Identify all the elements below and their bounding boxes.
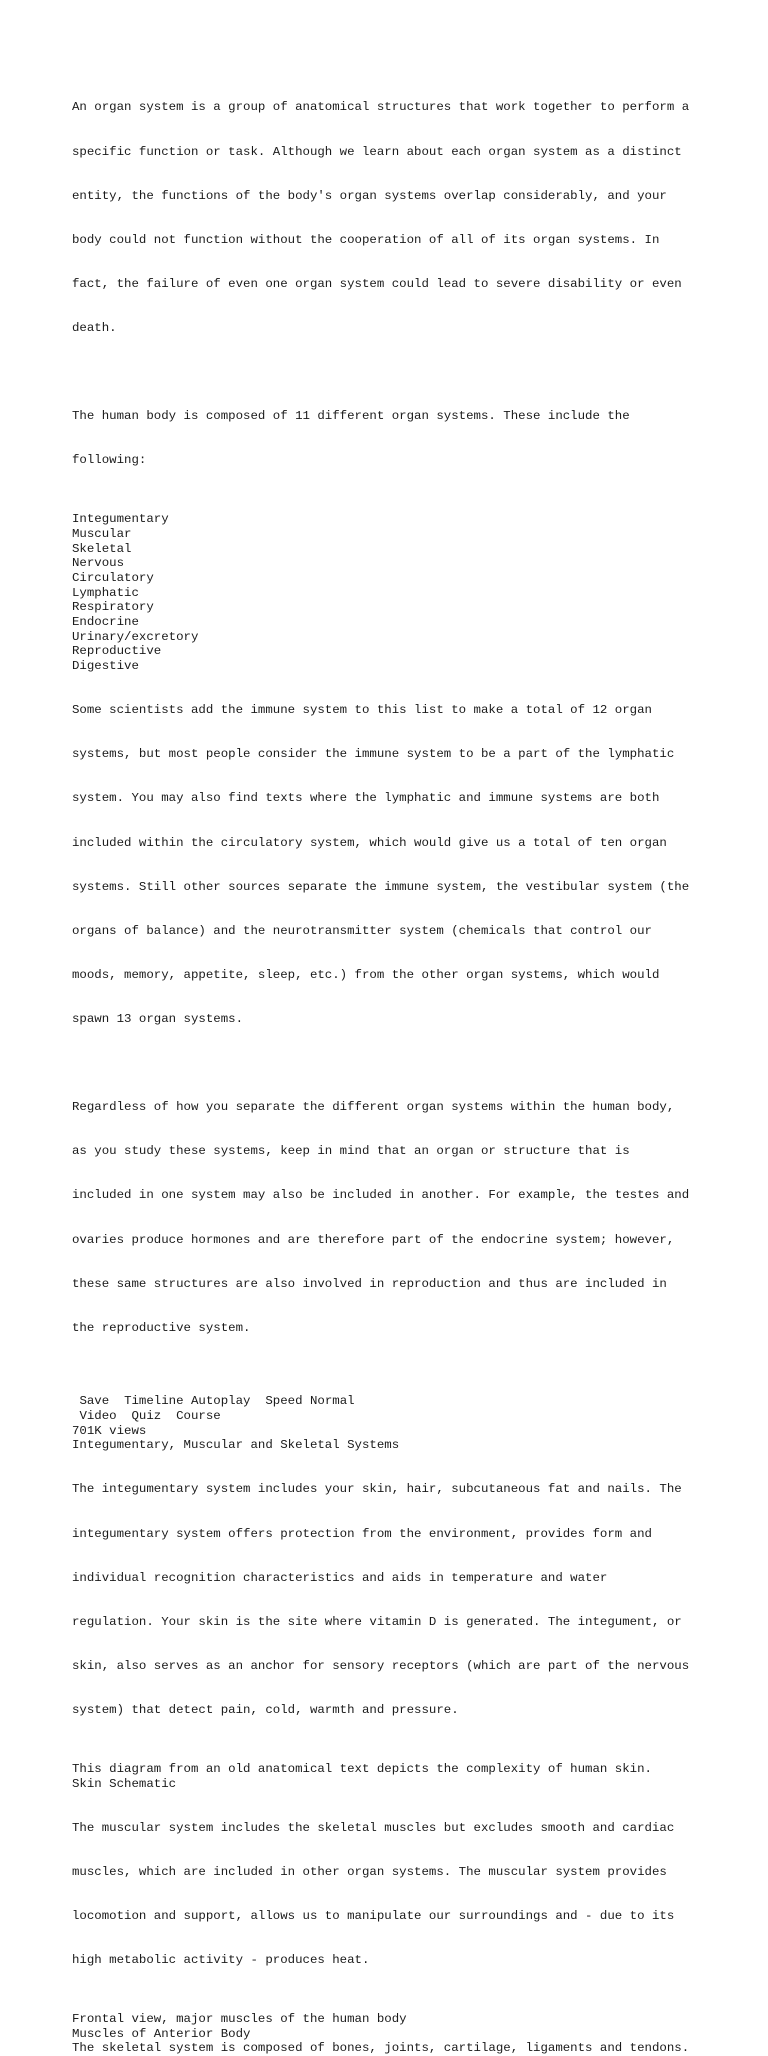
list-item: Nervous [72, 556, 125, 571]
speed-value: Normal [310, 1394, 355, 1409]
skeletal-paragraph: The skeletal system is composed of bones, joints, cartilage, ligaments and tendons. [72, 2041, 690, 2056]
list-item: Urinary/excretory [72, 629, 199, 644]
tab-video[interactable]: Video [79, 1408, 117, 1423]
document-body [72, 71, 732, 2056]
intro-paragraph: An organ system is a group of anatomical structures that work together to perform a specific function or task. Although we learn about each organ system as a distinct entity, the functions of the body's organ systems overlap considerably, and your body could not function without the cooperation of all of its organ systems. In fact, the failure of even one organ system could lead to severe disability or even death. [72, 100, 690, 335]
skin-diagram-caption: This diagram from an old anatomical text depicts the complexity of human skin. [72, 1761, 652, 1776]
list-item: Reproductive [72, 644, 162, 659]
tab-course[interactable]: Course [176, 1408, 221, 1423]
view-count: 701K views [72, 1423, 147, 1438]
skin-diagram-title: Skin Schematic [72, 1776, 177, 1791]
muscle-caption: Frontal view, major muscles of the human body [72, 2011, 407, 2026]
list-item: Endocrine [72, 615, 139, 630]
list-item: Integumentary [72, 512, 169, 527]
overlap-paragraph: Regardless of how you separate the different organ systems within the human body, as you study these systems, keep in mind that an organ or structure that is included in one system may also be included in another. For example, the testes and ovaries produce hormones and are therefore part of the endocrine system; however, these same structures are also involved in reproduction and thus are included in the reproductive system. [72, 1100, 690, 1335]
organ-system-list [72, 512, 732, 674]
list-item: Lymphatic [72, 585, 139, 600]
immune-system-paragraph: Some scientists add the immune system to this list to make a total of 12 organ systems, but most people consider the immune system to be a part of the lymphatic system. You may also find texts where the lymphatic and immune systems are both included within the circulatory system, which would give us a total of ten organ systems. Still other sources separate the immune system, the vestibular system (the organs of balance) and the neurotransmitter system (chemicals that control our moods, memory, appetite, sleep, etc.) from the other organ systems, which would spawn 13 organ systems. [72, 703, 690, 1026]
list-item: Muscular [72, 526, 132, 541]
save-button[interactable]: Save [79, 1394, 110, 1409]
integumentary-paragraph: The integumentary system includes your skin, hair, subcutaneous fat and nails. The integumentary system offers protection from the environment, provides form and individual recognition characteristics and aids in temperature and water regulation. Your skin is the site where vitamin D is generated. The integument, or skin, also serves as an anchor for sensory receptors (which are part of the nervous system) that detect pain, cold, warmth and pressure. [72, 1482, 690, 1718]
tab-quiz[interactable]: Quiz [131, 1408, 162, 1423]
autoplay-toggle[interactable]: Autoplay [191, 1394, 251, 1409]
speed-label: Speed [265, 1394, 303, 1409]
list-item: Skeletal [72, 541, 132, 556]
muscular-paragraph: The muscular system includes the skeletal muscles but excludes smooth and cardiac muscles, which are included in other organ systems. The muscular system provides locomotion and support, allows us to manipulate our surroundings and - due to its high metabolic activity - produces heat. [72, 1820, 675, 1967]
video-controls [72, 1394, 732, 1423]
muscle-title: Muscles of Anterior Body [72, 2026, 251, 2041]
list-item: Digestive [72, 659, 139, 674]
list-item: Circulatory [72, 570, 154, 585]
timeline-button[interactable]: Timeline [124, 1394, 184, 1409]
list-item: Respiratory [72, 600, 154, 615]
video-title: Integumentary, Muscular and Skeletal Systems [72, 1438, 400, 1453]
organ-count-paragraph: The human body is composed of 11 different organ systems. These include the following: [72, 409, 630, 468]
speed-selector[interactable] [265, 1394, 354, 1408]
